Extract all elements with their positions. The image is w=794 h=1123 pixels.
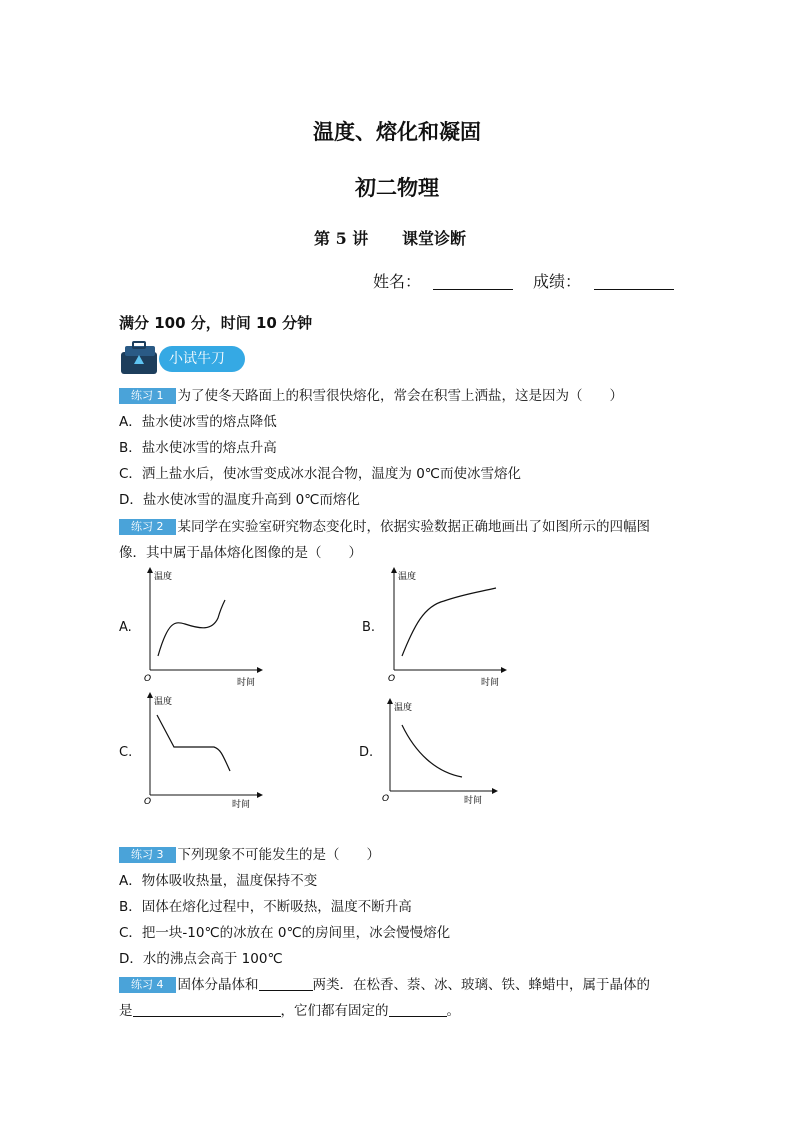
q1-option-d[interactable]: D．盐水使冰雪的温度升高到 0℃而熔化 [119, 492, 360, 508]
x-axis-label: 时间 [481, 678, 500, 688]
q3-stem: 下列现象不可能发生的是（ ） [177, 847, 380, 863]
q1-stem: 为了使冬天路面上的积雪很快熔化，常会在积雪上洒盐，这是因为（ ） [177, 388, 623, 404]
graph-d-letter[interactable]: D. [359, 745, 374, 760]
exam-info: 满分 100 分，时间 10 分钟 [119, 314, 313, 332]
q1-tag: 练习 1 [119, 388, 176, 404]
q1-option-b[interactable]: B．盐水使冰雪的熔点升高 [119, 440, 277, 456]
q2-stem-2: 像．其中属于晶体熔化图像的是（ ） [119, 545, 362, 561]
q1-stem-line [119, 386, 623, 406]
page-title: 温度、熔化和凝固 [313, 119, 481, 144]
graph-c-letter[interactable]: C. [119, 745, 133, 760]
graph-b [384, 566, 514, 688]
q1-option-c[interactable]: C．洒上盐水后，使冰雪变成冰水混合物，温度为 0℃而使冰雪熔化 [119, 466, 521, 482]
q4-text-5: 。 [446, 1003, 460, 1019]
lecture-type: 课堂诊断 [402, 229, 467, 248]
q4-text-2: 两类．在松香、萘、冰、玻璃、铁、蜂蜡中，属于晶体的 [312, 977, 650, 993]
origin-label: O [382, 794, 390, 804]
y-axis-label: 温度 [394, 703, 413, 713]
q3-option-c[interactable]: C．把一块-10℃的冰放在 0℃的房间里，冰会慢慢熔化 [119, 925, 451, 941]
q3-option-d[interactable]: D．水的沸点会高于 100℃ [119, 951, 283, 967]
q4-text-1: 固体分晶体和 [177, 977, 259, 993]
q2-tag: 练习 2 [119, 519, 176, 535]
q4-blank-3[interactable] [389, 1002, 447, 1017]
origin-label: O [388, 674, 396, 684]
score-label: 成绩： [533, 272, 582, 291]
x-axis-label: 时间 [464, 796, 483, 806]
graph-d [380, 697, 510, 809]
q3-stem-line [119, 845, 380, 865]
q4-text-3: 是 [119, 1003, 133, 1019]
q2-stem-1: 某同学在实验室研究物态变化时，依据实验数据正确地画出了如图所示的四幅图 [177, 519, 650, 535]
origin-label: O [144, 797, 152, 807]
graph-c [140, 691, 270, 813]
x-axis-label: 时间 [232, 800, 251, 810]
graph-b-letter[interactable]: B. [362, 620, 376, 635]
curve-c [157, 715, 230, 771]
y-axis-label: 温度 [154, 572, 173, 582]
q4-line1 [119, 975, 650, 995]
origin-label: O [144, 674, 152, 684]
q4-tag: 练习 4 [119, 977, 176, 993]
q3-tag: 练习 3 [119, 847, 176, 863]
q4-text-4: ，它们都有固定的 [280, 1003, 389, 1019]
q4-line2 [119, 1001, 460, 1021]
curve-d [402, 725, 462, 777]
section-label: 小试牛刀 [159, 346, 245, 372]
q3-option-b[interactable]: B．固体在熔化过程中，不断吸热，温度不断升高 [119, 899, 412, 915]
section-badge [119, 340, 247, 376]
q4-blank-2[interactable] [133, 1002, 281, 1017]
graph-a-letter[interactable]: A. [119, 620, 132, 635]
y-axis-label: 温度 [154, 697, 173, 707]
curve-b [402, 588, 496, 656]
name-label: 姓名： [373, 272, 422, 291]
y-axis-label: 温度 [398, 572, 417, 582]
lecture-number: 第 5 讲 [314, 229, 369, 248]
q4-blank-1[interactable] [259, 976, 313, 991]
score-blank[interactable] [594, 289, 674, 290]
q3-option-a[interactable]: A．物体吸收热量，温度保持不变 [119, 873, 318, 889]
name-blank[interactable] [433, 289, 513, 290]
q2-stem-line1 [119, 517, 650, 537]
curve-a [158, 600, 225, 656]
graph-a [140, 566, 270, 688]
subject-title: 初二物理 [355, 175, 439, 200]
q1-option-a[interactable]: A．盐水使冰雪的熔点降低 [119, 414, 277, 430]
x-axis-label: 时间 [237, 678, 256, 688]
